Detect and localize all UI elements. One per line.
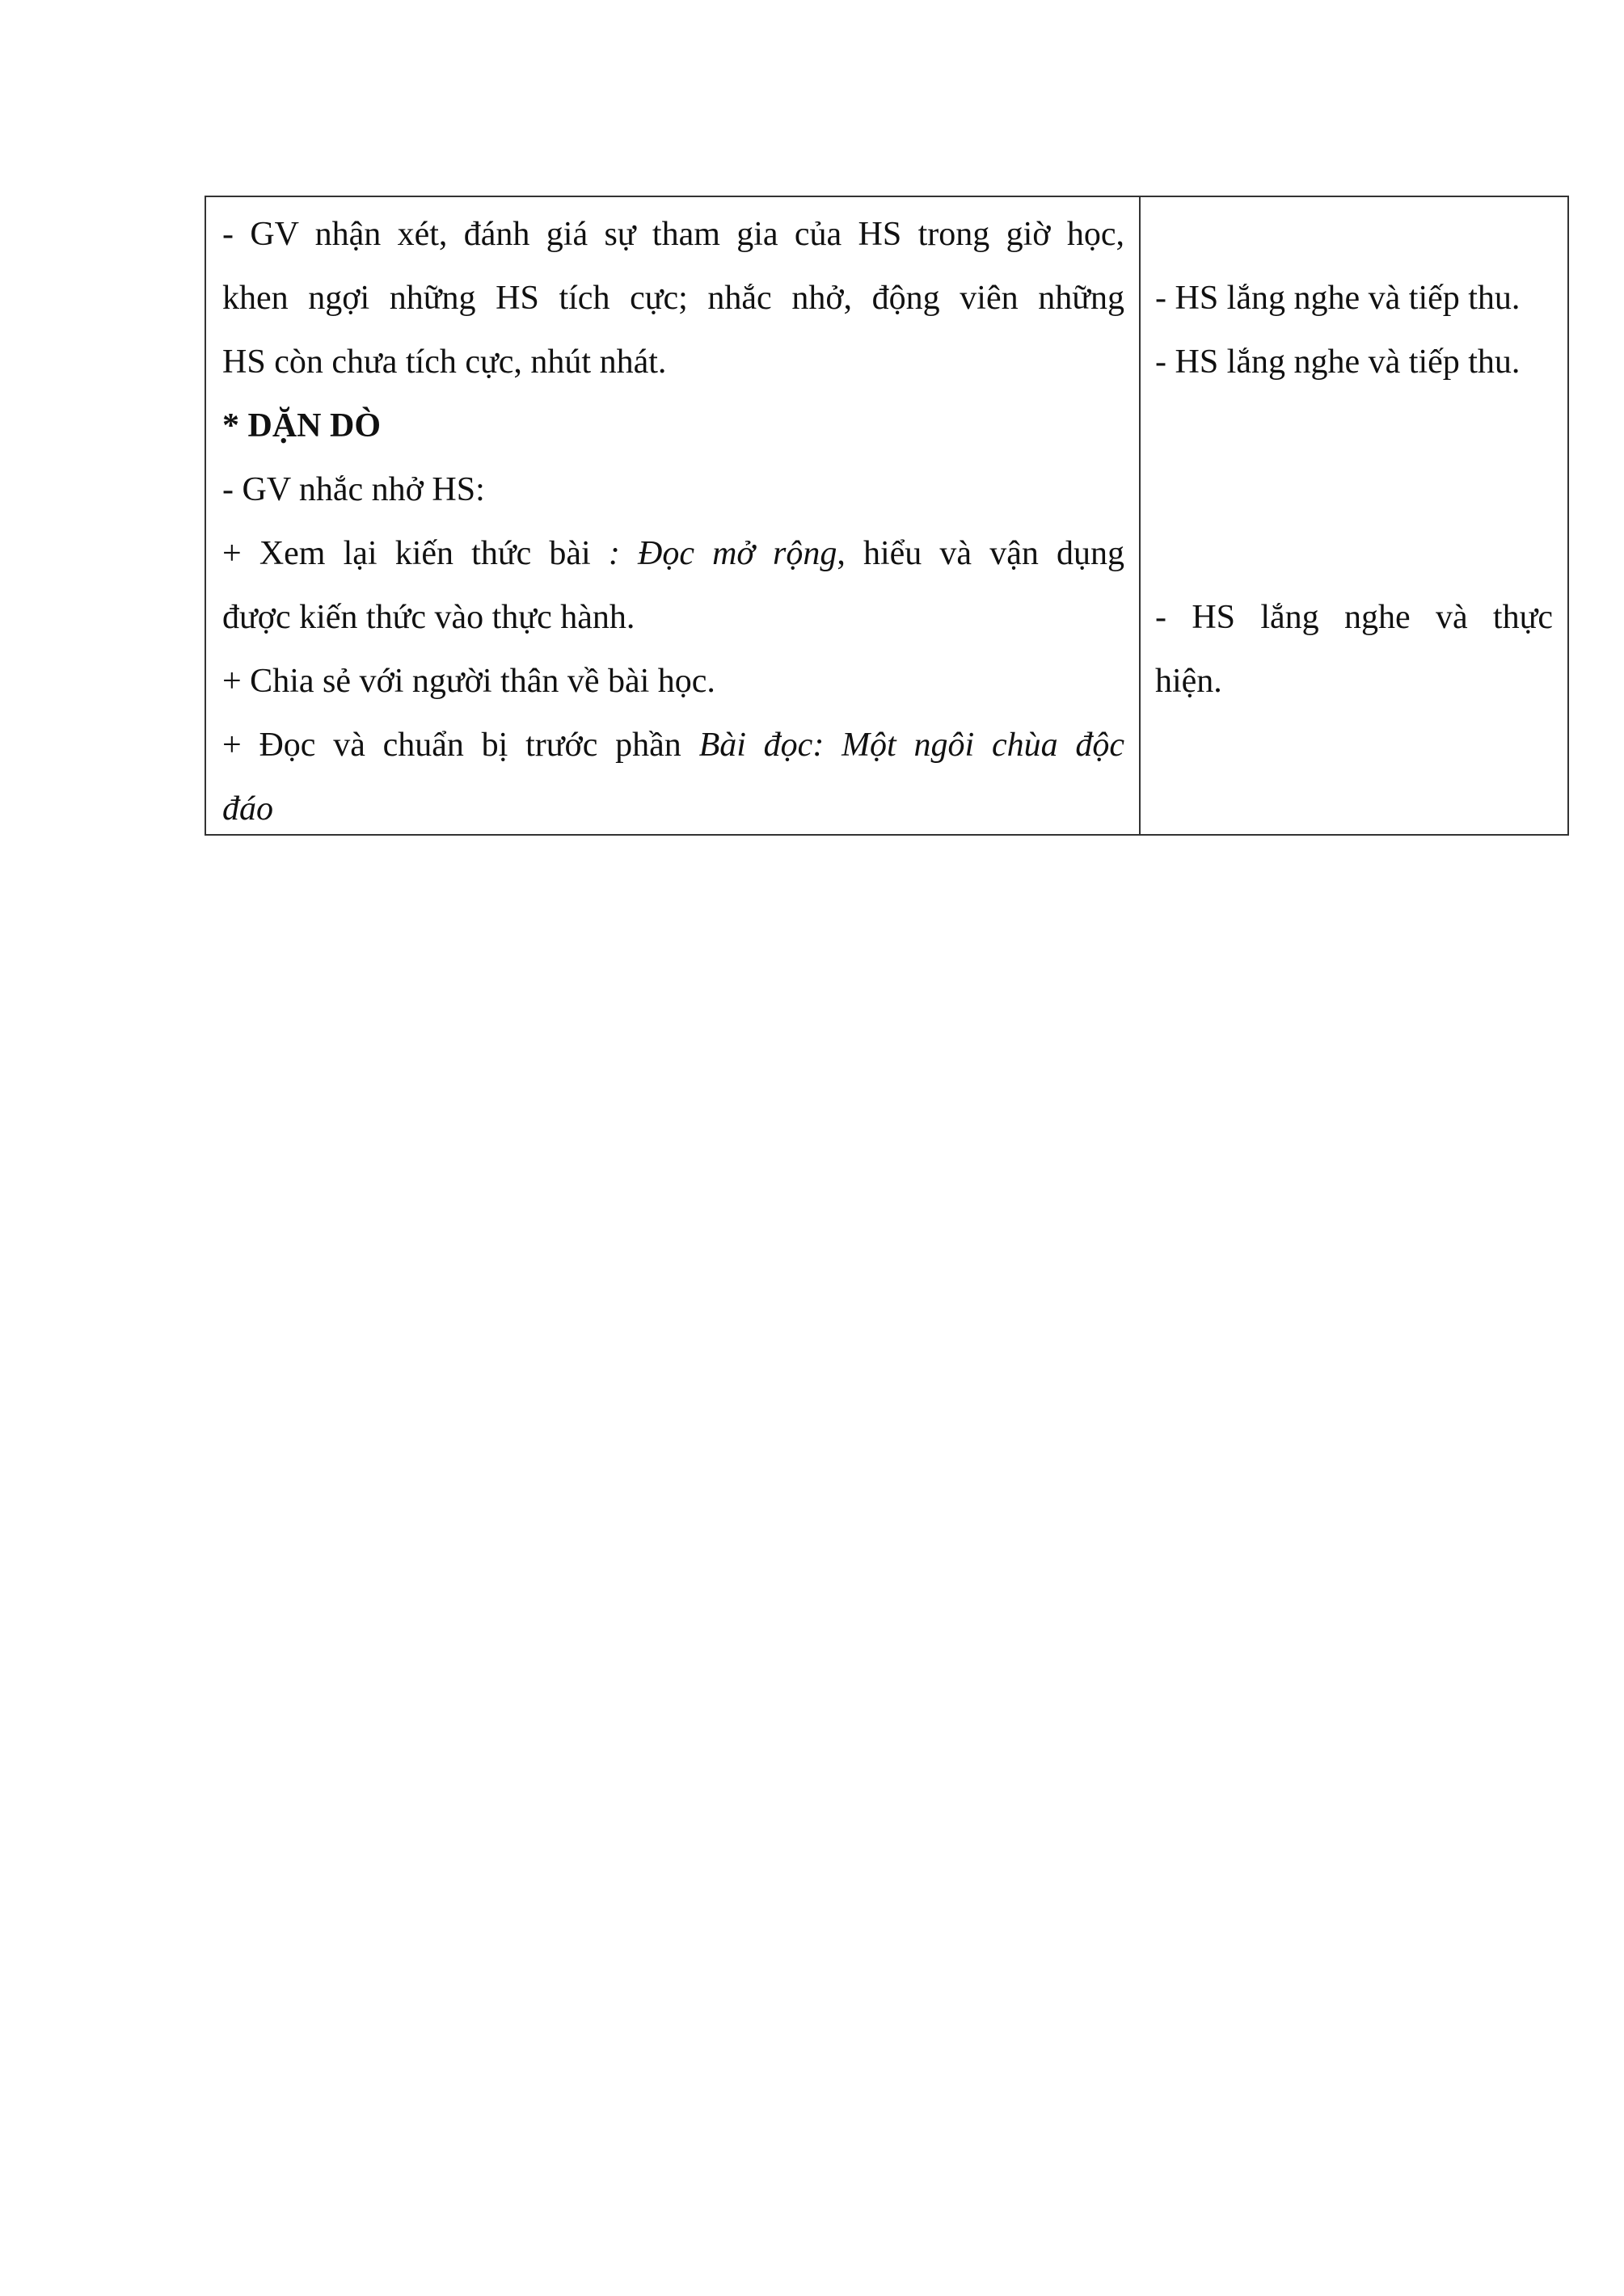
section-heading-dan-do: * DẶN DÒ	[222, 407, 381, 444]
reminder-review-lesson-title: : Đọc mở rộng	[608, 535, 837, 572]
reminder-prepare-line	[222, 714, 1124, 777]
teacher-comment-line-3: HS còn chưa tích cực, nhút nhát.	[222, 343, 667, 381]
teacher-comment-line-1: - GV nhận xét, đánh giá sự tham gia của HS trong giờ học,	[222, 216, 1124, 253]
lesson-activity-table	[205, 196, 1569, 836]
reminder-intro: - GV nhắc nhở HS:	[222, 471, 485, 508]
teacher-comment-line-2: khen ngợi những HS tích cực; nhắc nhở, động viên những	[222, 280, 1124, 317]
reminder-review-line	[222, 522, 1124, 586]
reminder-prepare-lesson-title-end: đáo	[222, 790, 273, 828]
student-activity-column	[1141, 197, 1567, 834]
reminder-review-line-2: được kiến thức vào thực hành.	[222, 599, 635, 636]
teacher-activity-column	[206, 197, 1141, 834]
student-response-3-line-2: hiện.	[1155, 663, 1222, 700]
reminder-prepare-prefix: + Đọc và chuẩn bị trước phần	[222, 727, 699, 764]
reminder-share-line: + Chia sẻ với người thân về bài học.	[222, 663, 715, 700]
student-response-3-line-1: - HS lắng nghe và thực	[1155, 599, 1553, 636]
reminder-prepare-lesson-title: Bài đọc: Một ngôi chùa độc	[698, 727, 1124, 764]
student-response-1: - HS lắng nghe và tiếp thu.	[1155, 280, 1521, 317]
student-response-2: - HS lắng nghe và tiếp thu.	[1155, 343, 1521, 381]
reminder-review-prefix: + Xem lại kiến thức bài	[222, 535, 609, 572]
reminder-review-suffix: , hiểu và vận dụng	[837, 535, 1124, 572]
